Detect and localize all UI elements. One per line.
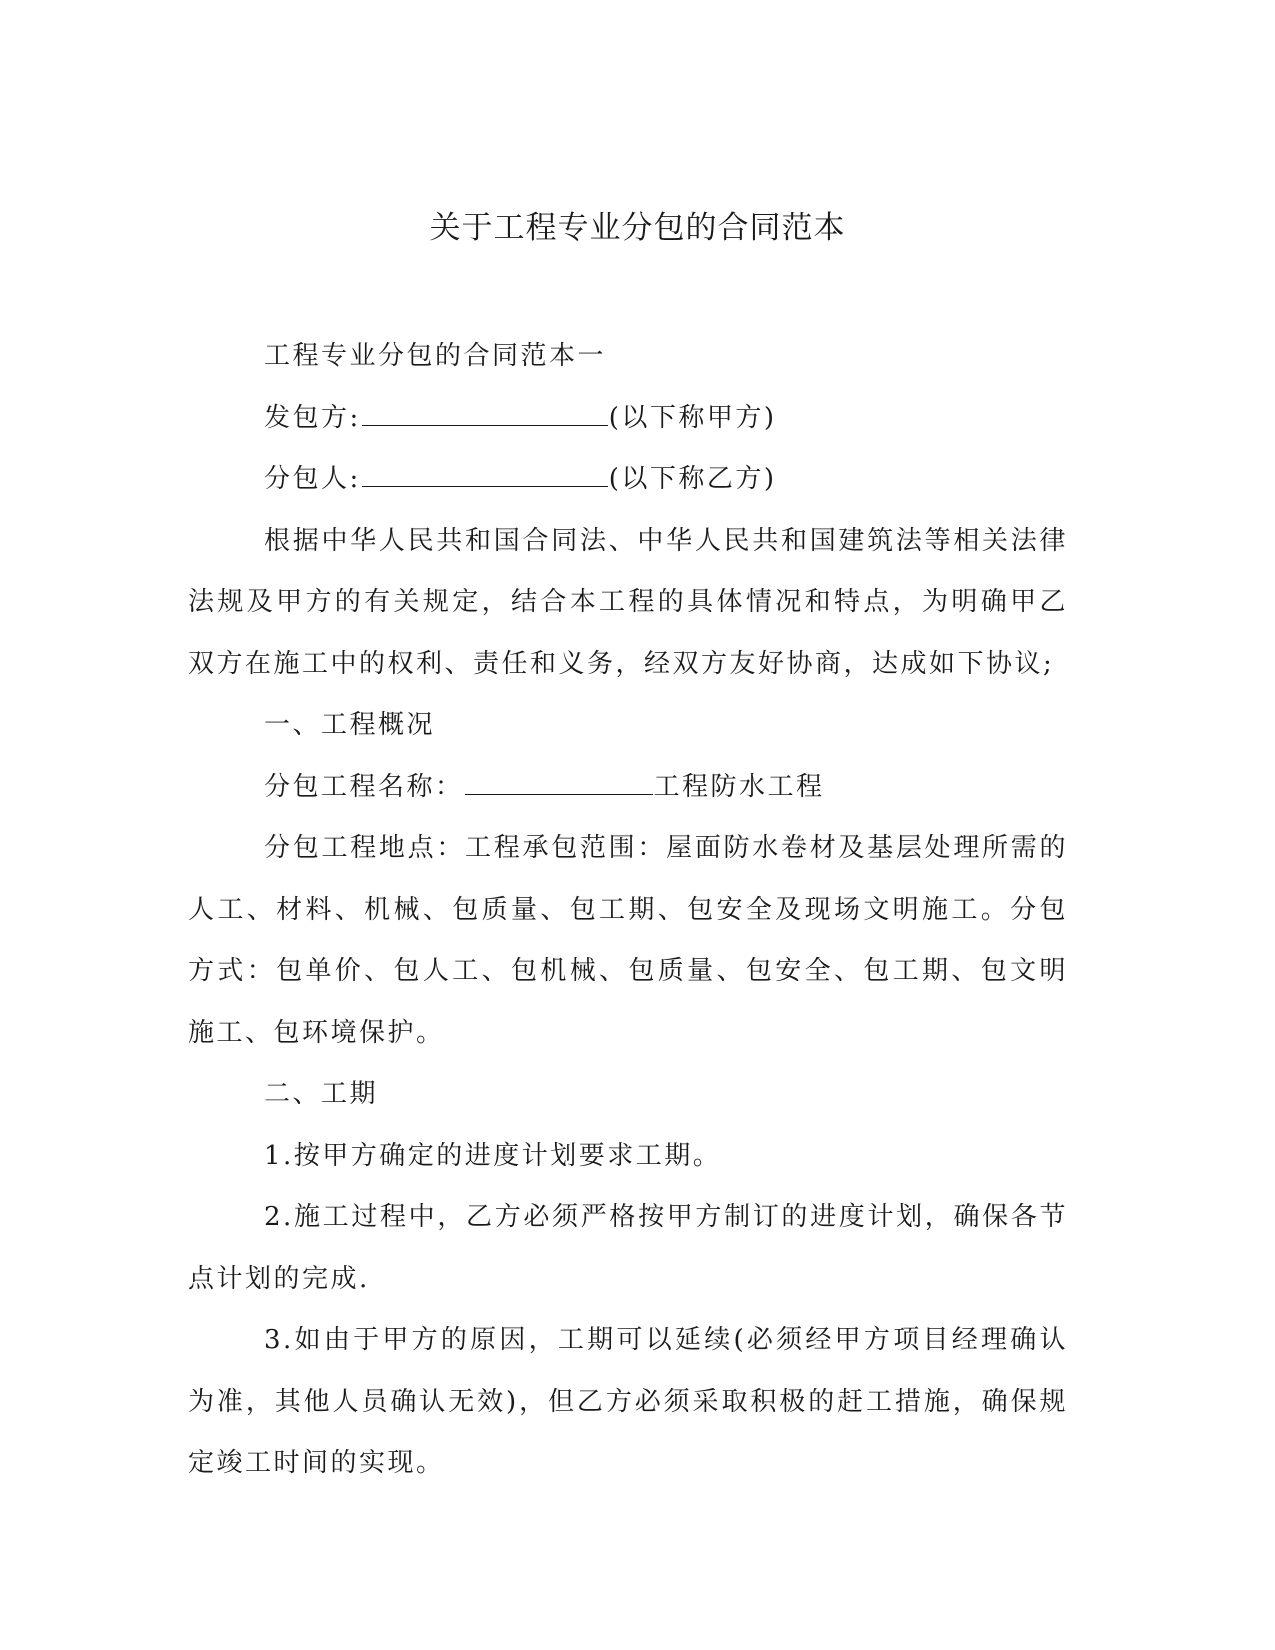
section2-heading: 二、工期 [264,1079,379,1109]
party-b-suffix: (以下称乙方) [608,464,777,494]
party-b-blank [362,456,608,487]
party-b-label: 分包人: [264,464,361,494]
document-body [188,326,1068,1495]
schedule-item: 1.按甲方确定的进度计划要求工期。 [264,1140,722,1171]
party-a-line [188,388,1068,450]
party-b-line [188,449,1068,511]
schedule-item: 3.如由于甲方的原因，工期可以延续(必须经甲方项目经理确认为准，其他人员确认无效)，但乙方必须采取积极的赶工措施，确保规定竣工时间的实现。 [188,1325,1068,1478]
party-a-label: 发包方: [264,402,361,433]
document-title: 关于工程专业分包的合同范本 [429,210,846,246]
preamble-paragraph: 根据中华人民共和国合同法、中华人民共和国建筑法等相关法律法规及甲方的有关规定，结合本工程的具体情况和特点，为明确甲乙双方在施工中的权利、责任和义务，经双方友好协商，达成如下协议; [188,525,1068,679]
project-name-blank [465,764,653,795]
project-name-label: 分包工程名称： [264,771,464,802]
party-a-suffix: (以下称甲方) [608,402,777,433]
location-scope-paragraph: 分包工程地点：工程承包范围：屋面防水卷材及基层处理所需的人工、材料、机械、包质量、包工期、包安全及现场文明施工。分包方式：包单价、包人工、包机械、包质量、包安全、包工期、包文明施工、包环境保护。 [188,833,1068,1048]
project-name-suffix: 工程防水工程 [653,771,825,802]
section1-heading: 一、工程概况 [264,710,436,740]
schedule-item: 2.施工过程中，乙方必须严格按甲方制订的进度计划，确保各节点计划的完成. [188,1202,1068,1294]
party-a-blank [362,395,608,426]
project-name-line [188,757,1068,819]
section-heading: 工程专业分包的合同范本一 [264,341,607,371]
